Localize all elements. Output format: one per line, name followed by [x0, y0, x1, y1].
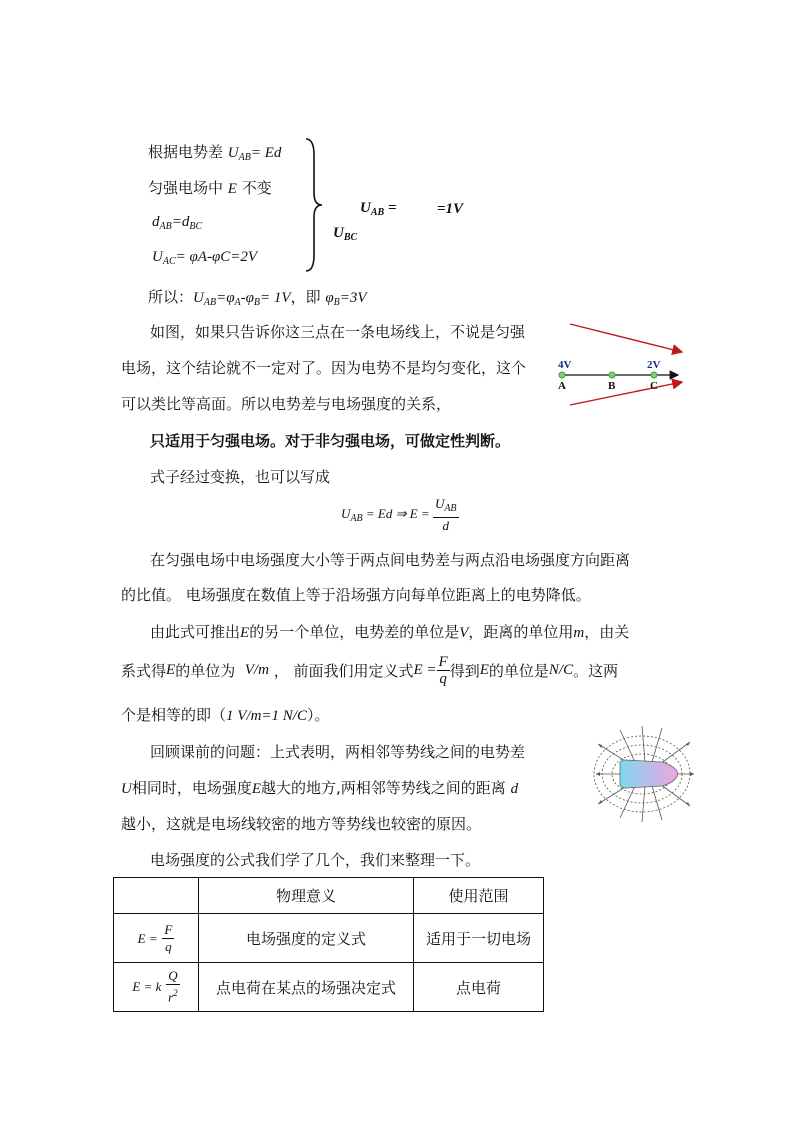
point-a — [559, 372, 565, 378]
table-header-row — [114, 878, 544, 914]
para5-line1: 回顾课前的问题：上式表明，两相邻等势线之间的电势差 — [150, 743, 526, 761]
table-row — [114, 963, 544, 1012]
para1-line2: 电场，这个结论就不一定对了。因为电势不是均匀变化，这个 — [121, 359, 527, 377]
para4-line1: 由此式可推出E的另一个单位，电势差的单位是V，距离的单位用m，由关 — [150, 623, 630, 641]
field-line-upper-arrow — [570, 324, 682, 352]
table-row2-scope: 点电荷 — [414, 963, 544, 1012]
label-c: C — [650, 380, 658, 392]
result-ubc: $U_{BC}$ — [333, 225, 358, 243]
table-header-formula — [114, 878, 199, 914]
conclusion-line: 所以：$U_{AB}=\varphi_A-\varphi_B= 1V$，即 $\varphi_B=3V$ — [148, 288, 367, 308]
para2: 式子经过变换，也可以写成 — [150, 468, 331, 486]
para6: 电场强度的公式我们学了几个，我们来整理一下。 — [150, 851, 481, 869]
derivation-line-1: 根据电势差 $U_{AB}= Ed$ — [148, 143, 282, 163]
table-header-meaning: 物理意义 — [199, 878, 414, 914]
table-header-scope: 使用范围 — [414, 878, 544, 914]
equipotential-figure — [590, 724, 700, 824]
label-b: B — [608, 380, 616, 392]
derivation-line-2: 匀强电场中 E 不变 — [148, 179, 272, 197]
result-value: =1V — [437, 201, 464, 217]
para4-line3: 个是相等的即（1 V/m=1 N/C）。 — [121, 706, 330, 724]
field-line-lower-arrow — [570, 382, 682, 405]
formula-main-fraction: $\frac{U_{AB}}{d}$ — [434, 496, 457, 533]
formula-main: $U_{AB} = Ed$ ⇒ E = $\frac{U_{AB}}{d}$ — [341, 496, 457, 533]
label-a: A — [558, 380, 566, 392]
formula-table — [113, 877, 544, 1012]
point-b — [609, 372, 615, 378]
derivation-line-4: $U_{AC}= \varphi A-\varphi C=2V$ — [152, 249, 258, 267]
table-row1-meaning: 电场强度的定义式 — [199, 914, 414, 963]
label-2v: 2V — [647, 359, 661, 371]
table-row1-scope: 适用于一切电场 — [414, 914, 544, 963]
para3-line2: 的比值。 电场强度在数值上等于沿场强方向每单位距离上的电势降低。 — [121, 586, 591, 604]
table-row1-formula: E = $\frac{F}{q}$ — [114, 914, 199, 963]
right-brace — [300, 135, 324, 275]
table-row — [114, 914, 544, 963]
definition-fraction: $\frac{F}{q}$ — [438, 653, 448, 687]
para1-bold-statement: 只适用于匀强电场。对于非匀强电场，可做定性判断。 — [150, 432, 511, 450]
para3-line1: 在匀强电场中电场强度大小等于两点间电势差与两点沿电场强度方向距离 — [150, 551, 631, 569]
para1-line3: 可以类比等高面。所以电势差与电场强度的关系， — [121, 395, 452, 413]
field-line-figure — [550, 318, 690, 410]
table-row2-formula: E = k $\frac{Q}{r^2}$ — [114, 963, 199, 1012]
para1-line1: 如图，如果只告诉你这三点在一条电场线上，不说是匀强 — [150, 323, 526, 341]
derivation-line-3: $d_{AB}=d_{BC}$ — [152, 214, 203, 232]
table-row2-meaning: 点电荷在某点的场强决定式 — [199, 963, 414, 1012]
para5-line2: U相同时，电场强度E越大的地方,两相邻等势线之间的距离 d — [121, 779, 519, 797]
charged-conductor — [620, 760, 678, 788]
para4-line2: 系式得 E 的单位为 V/m ， 前面我们用定义式 E = $\frac{F}{q}$ 得到 E 的单位是 N/C 。这两 — [121, 653, 619, 687]
label-4v: 4V — [558, 359, 572, 371]
point-c — [651, 372, 657, 378]
para5-line3: 越小，这就是电场线较密的地方等势线也较密的原因。 — [121, 815, 482, 833]
result-uab: $U_{AB}$ = — [360, 200, 397, 218]
